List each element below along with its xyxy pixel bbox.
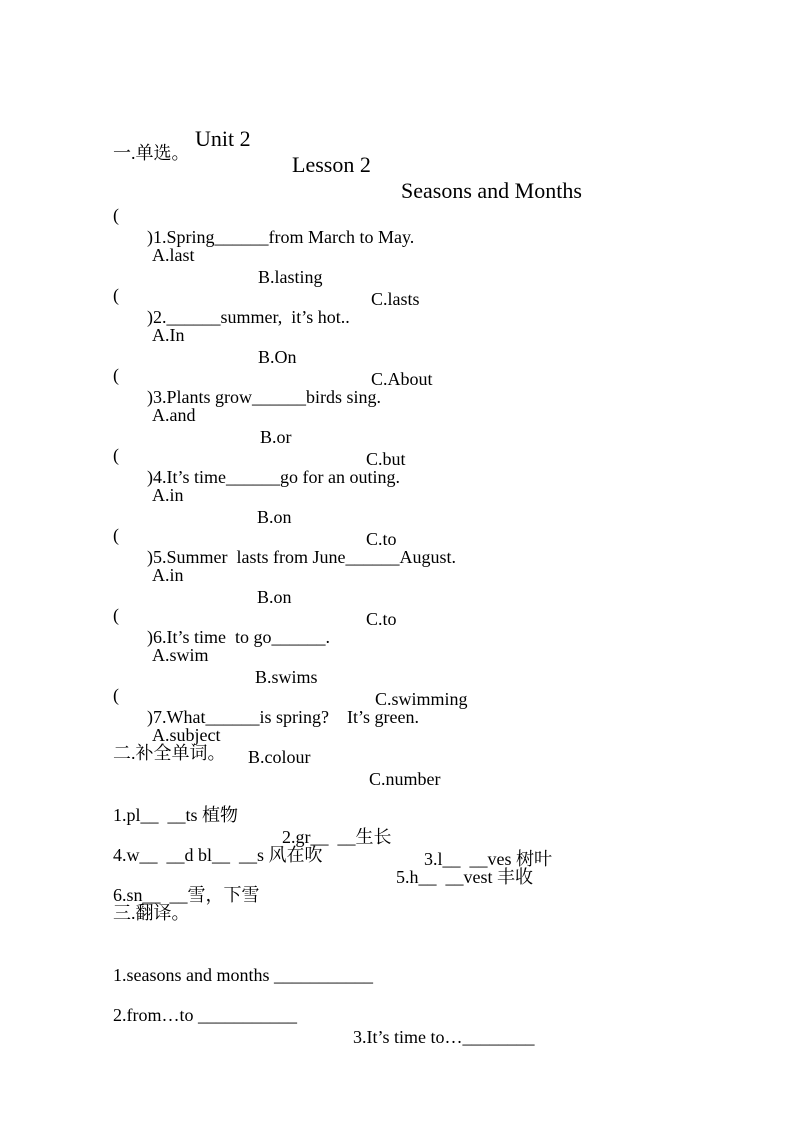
option-a: A.and: [152, 405, 196, 425]
option-b: B.On: [258, 347, 297, 367]
word-item: 2.gr__ __生长: [282, 827, 392, 847]
option-c: C.but: [366, 449, 406, 469]
option-c: C.About: [371, 369, 433, 389]
word-item: 6.sn__ __雪，下雪: [113, 885, 260, 905]
option-c: C.to: [366, 529, 397, 549]
answer-bracket: (: [113, 445, 119, 465]
title-lesson: Lesson 2: [292, 152, 371, 177]
word-item: 4.w__ __d bl__ __s 风在吹: [113, 845, 323, 865]
question-stem: )1.Spring______from March to May.: [147, 227, 415, 247]
question-stem: )6.It’s time to go______.: [147, 627, 330, 647]
option-b: B.lasting: [258, 267, 323, 287]
option-a: A.last: [152, 245, 195, 265]
word-item: 5.h__ __vest 丰收: [396, 867, 533, 887]
answer-bracket: (: [113, 365, 119, 385]
section3-heading: 三.翻译。: [113, 903, 190, 923]
option-a: A.subject: [152, 725, 221, 745]
translation-item: 2.from…to ___________: [113, 1005, 297, 1025]
section1-heading: 一.单选。: [113, 143, 190, 163]
answer-bracket: (: [113, 605, 119, 625]
translation-item: 1.seasons and months ___________: [113, 965, 373, 985]
word-item: 1.pl__ __ts 植物: [113, 805, 239, 825]
question-stem: )2.______summer, it’s hot..: [147, 307, 350, 327]
question-stem: )3.Plants grow______birds sing.: [147, 387, 381, 407]
option-b: B.or: [260, 427, 292, 447]
translation-item: 3.It’s time to…________: [353, 1027, 535, 1047]
answer-bracket: (: [113, 285, 119, 305]
translation-row-2: [0, 982, 794, 1048]
word-completion-row-3: [0, 862, 794, 906]
question-stem: )5.Summer lasts from June______August.: [147, 547, 456, 567]
option-c: C.lasts: [371, 289, 420, 309]
answer-bracket: (: [113, 525, 119, 545]
option-a: A.in: [152, 565, 184, 585]
title-unit: Unit 2: [195, 126, 251, 151]
option-b: B.on: [257, 587, 292, 607]
word-item: 3.l__ __ves 树叶: [424, 849, 552, 869]
answer-bracket: (: [113, 205, 119, 225]
option-a: A.swim: [152, 645, 209, 665]
option-c: C.to: [366, 609, 397, 629]
question-stem: )4.It’s time______go for an outing.: [147, 467, 400, 487]
option-b: B.swims: [255, 667, 318, 687]
option-a: A.in: [152, 485, 184, 505]
option-c: C.number: [369, 769, 441, 789]
answer-bracket: (: [113, 685, 119, 705]
option-b: B.colour: [248, 747, 311, 767]
option-b: B.on: [257, 507, 292, 527]
question-stem: )7.What______is spring? It’s green.: [147, 707, 419, 727]
translation-row-1: [0, 942, 794, 986]
section2-heading: 二.补全单词。: [113, 743, 226, 763]
title-topic: Seasons and Months: [401, 178, 582, 203]
option-a: A.In: [152, 325, 185, 345]
option-c: C.swimming: [375, 689, 468, 709]
